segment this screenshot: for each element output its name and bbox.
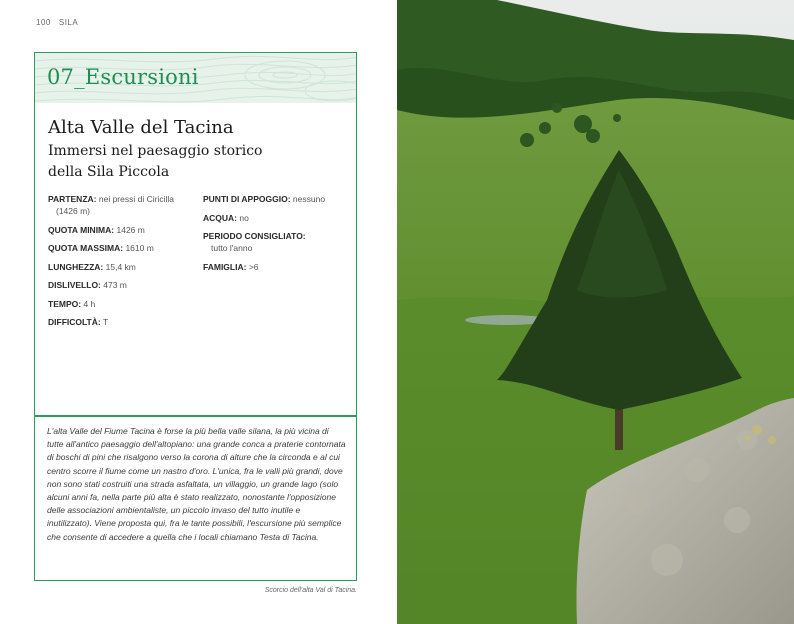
facts-left [48, 193, 198, 335]
facts-right [203, 193, 353, 279]
running-head [36, 18, 78, 27]
photo-caption: Scorcio dell'alta Val di Tacina. [264, 587, 357, 594]
fact-tempo: TEMPO: 4 h [48, 298, 96, 309]
trail-subtitle: Immersi nel paesaggio storico della Sila Piccola [48, 143, 263, 180]
fact-punti-appoggio: PUNTI DI APPOGGIO: nessuno [203, 194, 326, 204]
trail-title: Alta Valle del Tacina [48, 117, 234, 138]
fact-lunghezza: LUNGHEZZA: 15,4 km [48, 261, 136, 272]
page-number: 100 [36, 18, 51, 27]
fact-periodo-consigliato: PERIODO CONSIGLIATO: tutto l'anno [203, 231, 306, 253]
box-divider [35, 415, 356, 417]
fact-famiglia: FAMIGLIA: >6 [203, 261, 259, 272]
fact-quota-massima: QUOTA MASSIMA: 1610 m [48, 243, 154, 253]
section-title: 07_Escursioni [47, 65, 199, 89]
valley-pine-photo [397, 0, 794, 624]
fact-acqua: ACQUA: no [203, 212, 249, 223]
intro-paragraph: L'alta Valle del Fiume Tacina è forse la più bella valle silana, la più vicina di tutte all'antico paesaggio dell'altopiano: una grande conca a praterie contornata di boschi di pini che risalgono verso la corona di alture che la circonda e al cui centro scorre il fiume come un nastro d'oro. L'unica, fra le valli più grandi, dove non sono stati costruiti una strada asfaltata, un villaggio, un grande lago (solo alcuni anni fa, nella parte più alta è stato realizzato, nonostante l'opposizione delle associazioni ambientaliste, un piccolo invaso del tutto inutile e inutilizzato). Viene proposta qui, fra le tante possibili, l'escursione più semplice che consente di accedere a quella che i locali chiamano Testa di Tacina. [47, 426, 346, 542]
landscape-photo [397, 0, 794, 624]
fact-difficolta: DIFFICOLTÀ: T [48, 317, 109, 327]
fact-quota-minima: QUOTA MINIMA: 1426 m [48, 224, 145, 235]
section-name: SILA [58, 18, 79, 27]
fact-partenza: PARTENZA: nei pressi di Ciricilla (1426 m) [48, 194, 174, 216]
section-banner [35, 53, 356, 103]
itinerary-box [34, 52, 357, 581]
fact-dislivello: DISLIVELLO: 473 m [48, 280, 127, 290]
